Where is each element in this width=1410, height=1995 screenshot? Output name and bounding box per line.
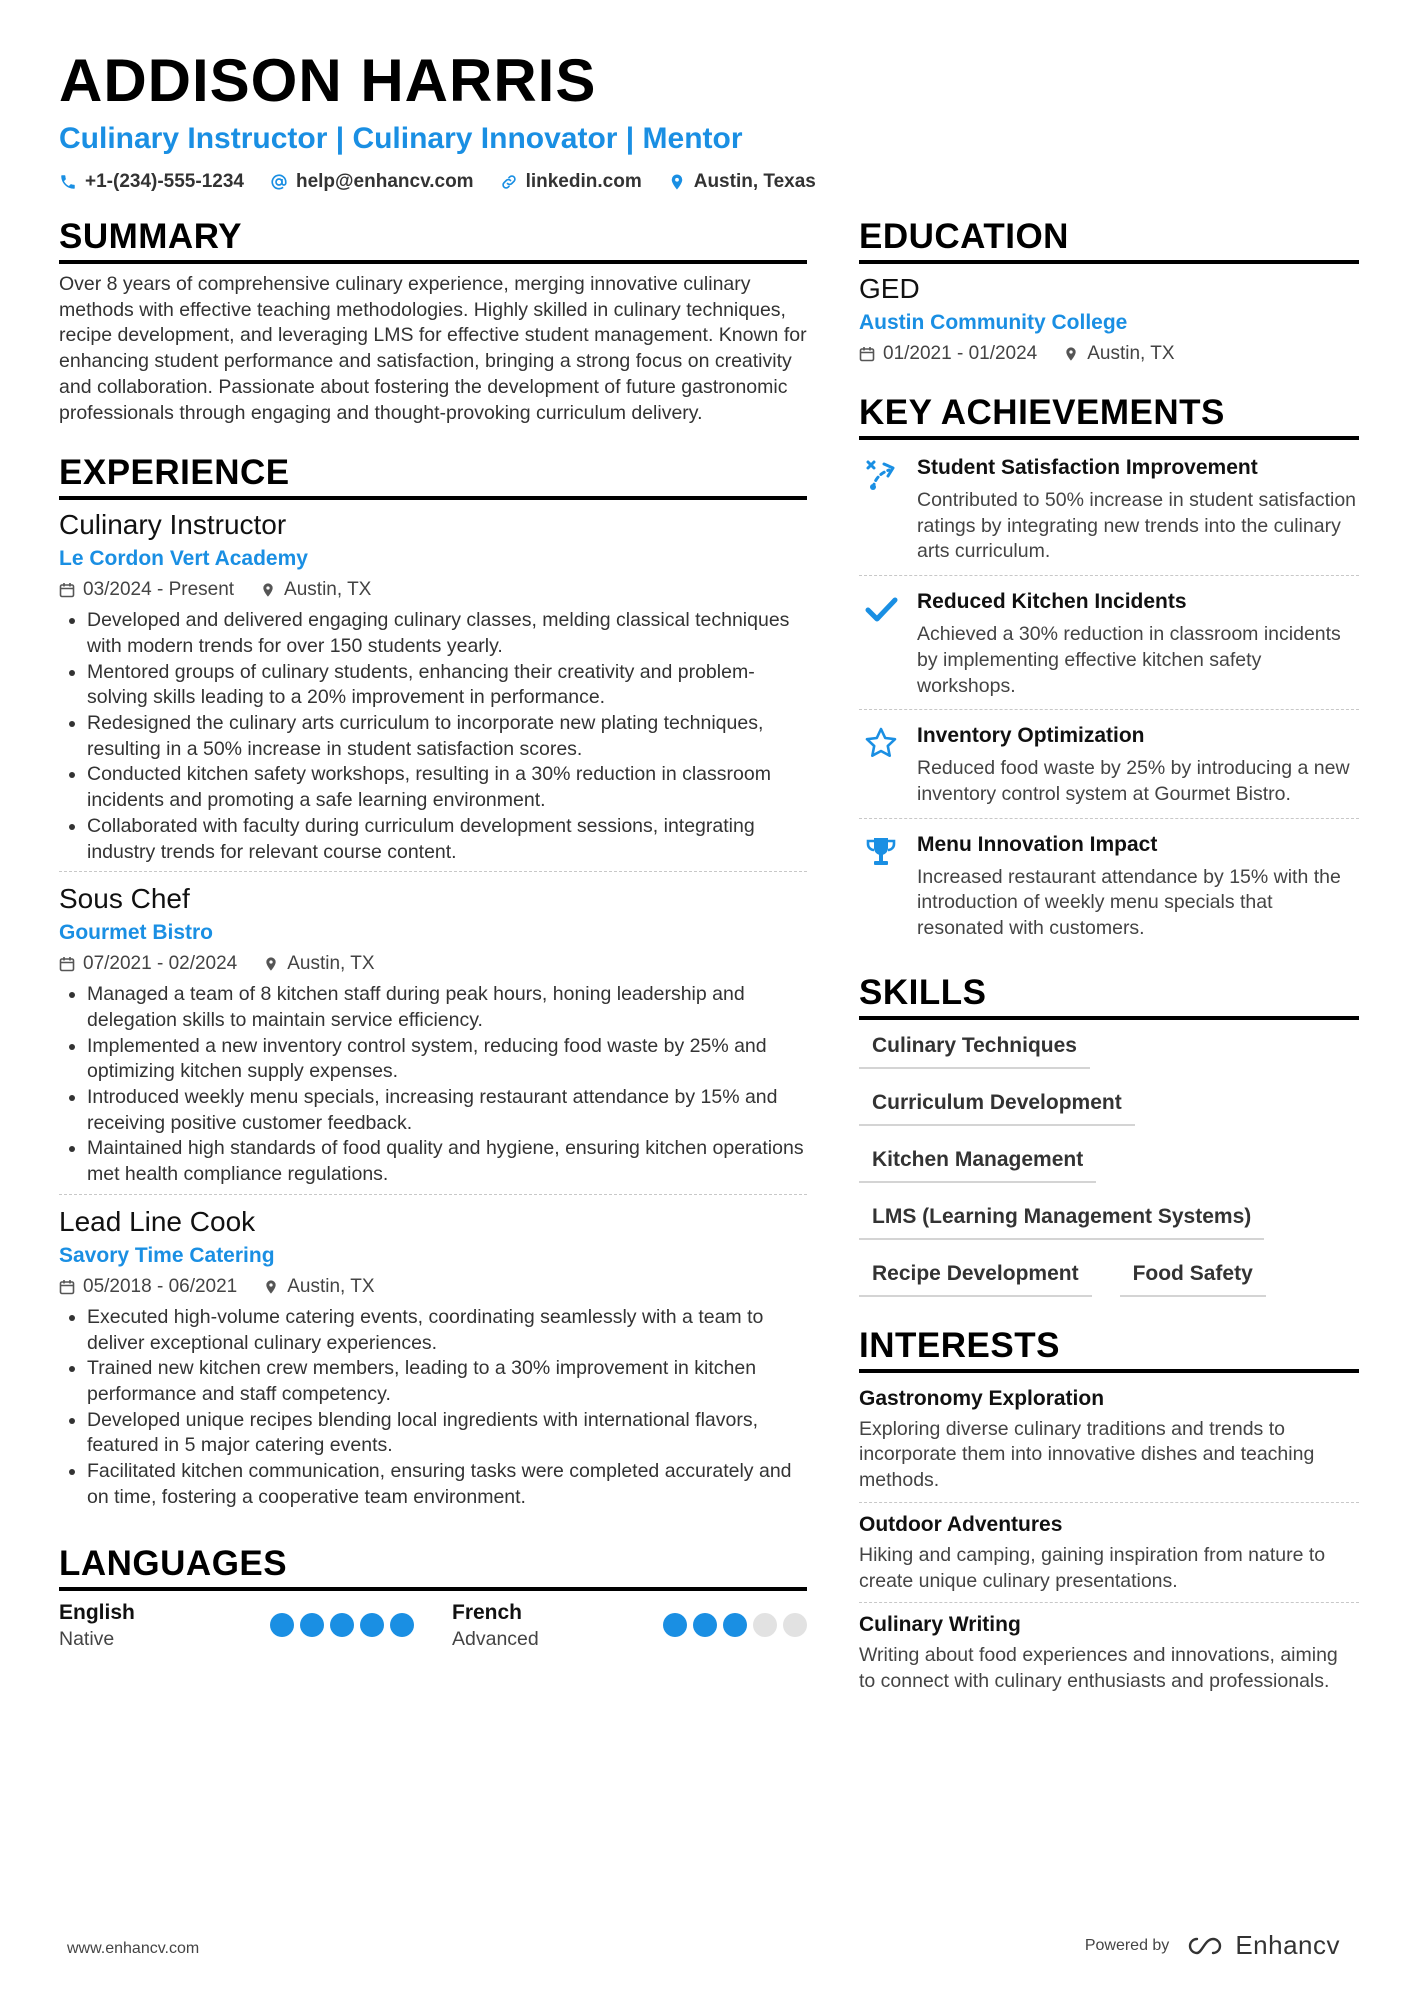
- achievement-body: [917, 454, 1359, 565]
- languages-list: [59, 1599, 807, 1653]
- left-column: [59, 216, 807, 1653]
- achievement-desc: Contributed to 50% increase in student satisfaction ratings by integrating new trends into the culinary arts curriculum.: [917, 489, 1357, 563]
- education-dates-text: 01/2021 - 01/2024: [883, 343, 1038, 364]
- link-icon: [500, 173, 518, 191]
- achievement-icon-wrap: [859, 722, 903, 807]
- language-rating: [663, 1613, 807, 1637]
- linkedin-link[interactable]: linkedin.com: [525, 171, 642, 192]
- job-bullet: • Developed unique recipes blending local ingredients with international flavors, featured in 5 major catering events.: [87, 1408, 807, 1459]
- skill-tag: Kitchen Management: [859, 1144, 1096, 1183]
- rating-dot: [300, 1613, 324, 1637]
- enhancv-logo[interactable]: [1183, 1930, 1340, 1961]
- job-bullet: • Mentored groups of culinary students, enhancing their creativity and problem-solving skills leading to a 20% improvement in performance.: [87, 660, 807, 711]
- language-level: Advanced: [452, 1627, 539, 1650]
- achievements-heading: KEY ACHIEVEMENTS: [859, 392, 1359, 440]
- job-title: Lead Line Cook: [59, 1205, 256, 1237]
- achievement-desc: Achieved a 30% reduction in classroom incidents by implementing effective kitchen safety workshops.: [917, 623, 1341, 697]
- interest-item: [859, 1502, 1359, 1602]
- skills-heading: SKILLS: [859, 972, 1359, 1020]
- job-bullet: • Redesigned the culinary arts curriculum to incorporate new plating techniques, resulting in a 50% increase in student satisfaction scores.: [87, 711, 807, 762]
- job-dates-text: 05/2018 - 06/2021: [83, 1275, 238, 1297]
- job-bullet: • Collaborated with faculty during curriculum development sessions, integrating industry trends for relevant course content.: [87, 814, 807, 865]
- skill-tag: LMS (Learning Management Systems): [859, 1201, 1264, 1240]
- job-location: [263, 1273, 374, 1301]
- job-company: Le Cordon Vert Academy: [59, 547, 308, 571]
- rating-dot: [753, 1613, 777, 1637]
- job-entry: [59, 871, 807, 1194]
- contact-location: [668, 171, 816, 193]
- job-bullet: • Facilitated kitchen communication, ensuring tasks were completed accurately and on time, fostering a cooperative team environment.: [87, 1459, 807, 1510]
- experience-section: [59, 452, 807, 1516]
- education-meta: [859, 340, 1359, 368]
- achievement-title: Menu Innovation Impact: [917, 832, 1158, 856]
- achievement-icon-wrap: [859, 831, 903, 942]
- job-bullets: [59, 982, 807, 1188]
- job-entry: [59, 508, 807, 871]
- interest-title: Gastronomy Exploration: [859, 1386, 1105, 1410]
- achievement-desc: Increased restaurant attendance by 15% with the introduction of weekly menu specials that resonated with customers.: [917, 865, 1341, 940]
- calendar-icon: [59, 1279, 75, 1295]
- job-location: [263, 950, 374, 978]
- education-heading: EDUCATION: [859, 216, 1359, 264]
- education-degree: GED: [859, 273, 920, 304]
- calendar-icon: [59, 582, 75, 598]
- achievement-title: Student Satisfaction Improvement: [917, 456, 1258, 479]
- job-entry: [59, 1194, 807, 1517]
- education-location-text: Austin, TX: [1087, 343, 1175, 364]
- job-location-text: Austin, TX: [287, 1275, 375, 1297]
- interest-item: [859, 1602, 1359, 1702]
- job-bullet: • Developed and delivered engaging culinary classes, melding classical techniques with modern trends for over 150 students yearly.: [87, 608, 807, 659]
- trophy-icon: [864, 835, 898, 869]
- summary-text: Over 8 years of comprehensive culinary experience, merging innovative culinary methods with effective teaching methodologies. Highly skilled in culinary techniques, recipe development, and leveraging LMS for effective student management. Known for enhancing student performance and satisfaction, bringing a strong focus on creativity and collaboration. Passionate about fostering the development of future gastronomic professionals through engaging and thought-provoking curriculum delivery.: [59, 273, 807, 424]
- achievement-body: [917, 831, 1359, 942]
- right-column: [859, 216, 1359, 1703]
- rating-dot: [390, 1613, 414, 1637]
- language-name: English: [59, 1600, 135, 1624]
- job-meta: [59, 950, 807, 978]
- summary-section: [59, 216, 807, 426]
- email-link[interactable]: help@enhancv.com: [295, 171, 474, 192]
- job-company: Gourmet Bistro: [59, 921, 214, 945]
- achievement-icon-wrap: [859, 454, 903, 565]
- phone-text: +1-(234)-555-1234: [85, 171, 244, 192]
- achievement-item: [859, 709, 1359, 817]
- achievement-title: Inventory Optimization: [917, 724, 1145, 748]
- footer-website[interactable]: www.enhancv.com: [67, 1940, 200, 1957]
- job-bullets: [59, 608, 807, 865]
- checkmark-icon: [864, 592, 898, 626]
- rating-dot: [663, 1613, 687, 1637]
- interest-item: [859, 1381, 1359, 1502]
- achievement-desc: Reduced food waste by 25% by introducing a new inventory control system at Gourmet Bistro.: [917, 757, 1350, 805]
- job-location-text: Austin, TX: [287, 953, 375, 975]
- language-item: [452, 1599, 807, 1653]
- location-pin-icon: [260, 582, 276, 598]
- footer-branding: [1085, 1930, 1340, 1961]
- language-name: French: [452, 1600, 523, 1624]
- rating-dot: [723, 1613, 747, 1637]
- calendar-icon: [59, 956, 75, 972]
- skill-tag: Recipe Development: [859, 1258, 1092, 1297]
- education-section: [859, 216, 1359, 368]
- job-bullet: • Conducted kitchen safety workshops, resulting in a 30% reduction in classroom incidents and promoting a safe learning environment.: [87, 762, 807, 813]
- language-info: [452, 1599, 539, 1653]
- calendar-icon: [859, 346, 875, 362]
- candidate-title: Culinary Instructor | Culinary Innovator | Mentor: [59, 122, 743, 155]
- contact-linkedin[interactable]: [500, 171, 642, 193]
- job-meta: [59, 576, 807, 604]
- experience-heading: EXPERIENCE: [59, 452, 807, 500]
- job-bullet: • Managed a team of 8 kitchen staff during peak hours, honing leadership and delegation skills to maintain service efficiency.: [87, 982, 807, 1033]
- job-bullet: • Maintained high standards of food quality and hygiene, ensuring kitchen operations met health compliance regulations.: [87, 1136, 807, 1187]
- achievement-icon-wrap: [859, 588, 903, 699]
- interest-desc: Exploring diverse culinary traditions and trends to incorporate them into innovative dishes and teaching methods.: [859, 1417, 1315, 1492]
- location-text: Austin, Texas: [693, 171, 816, 192]
- interest-title: Outdoor Adventures: [859, 1512, 1063, 1536]
- language-rating: [270, 1613, 414, 1637]
- job-dates-text: 03/2024 - Present: [83, 579, 235, 601]
- job-dates: [59, 576, 234, 604]
- job-bullet: • Implemented a new inventory control system, reducing food waste by 25% and optimizing kitchen supply expenses.: [87, 1034, 807, 1085]
- job-location: [260, 576, 371, 604]
- education-location: [1063, 340, 1174, 368]
- achievement-item: [859, 575, 1359, 709]
- skill-tag: Culinary Techniques: [859, 1030, 1090, 1069]
- job-company: Savory Time Catering: [59, 1243, 275, 1267]
- achievement-body: [917, 722, 1359, 807]
- achievement-item: [859, 448, 1359, 575]
- job-dates-text: 07/2021 - 02/2024: [83, 953, 238, 975]
- interest-desc: Writing about food experiences and innovations, aiming to connect with culinary enthusiasts and professionals.: [859, 1644, 1338, 1692]
- at-icon: [270, 173, 288, 191]
- rating-dot: [270, 1613, 294, 1637]
- interest-desc: Hiking and camping, gaining inspiration from nature to create unique culinary presentations.: [859, 1543, 1326, 1592]
- location-pin-icon: [263, 1279, 279, 1295]
- job-dates: [59, 1273, 237, 1301]
- resume-header: [59, 45, 1359, 193]
- job-title: Sous Chef: [59, 883, 190, 915]
- location-pin-icon: [1063, 346, 1079, 362]
- skill-tag: Food Safety: [1120, 1258, 1266, 1297]
- contact-row: [59, 171, 1359, 193]
- skill-tag: Curriculum Development: [859, 1087, 1135, 1126]
- languages-section: [59, 1543, 807, 1653]
- language-level: Native: [59, 1627, 115, 1650]
- location-pin-icon: [263, 956, 279, 972]
- job-bullet: • Trained new kitchen crew members, leading to a 30% improvement in kitchen performance and staff competency.: [87, 1356, 807, 1407]
- summary-heading: SUMMARY: [59, 216, 807, 264]
- achievement-item: [859, 818, 1359, 952]
- interests-section: [859, 1325, 1359, 1703]
- job-meta: [59, 1273, 807, 1301]
- rating-dot: [783, 1613, 807, 1637]
- job-location-text: Austin, TX: [284, 579, 372, 601]
- rating-dot: [360, 1613, 384, 1637]
- contact-phone: [59, 171, 244, 193]
- language-info: [59, 1599, 135, 1653]
- interest-title: Culinary Writing: [859, 1613, 1021, 1637]
- enhancv-logo-icon: [1183, 1934, 1227, 1958]
- contact-email[interactable]: [270, 171, 474, 193]
- star-icon: [864, 726, 898, 760]
- strategy-icon: [864, 458, 898, 492]
- location-pin-icon: [668, 173, 686, 191]
- achievement-body: [917, 588, 1359, 699]
- phone-icon: [59, 173, 77, 191]
- languages-heading: LANGUAGES: [59, 1543, 807, 1591]
- achievement-title: Reduced Kitchen Incidents: [917, 590, 1187, 614]
- job-bullet: • Introduced weekly menu specials, increasing restaurant attendance by 15% and receiving positive customer feedback.: [87, 1085, 807, 1136]
- job-bullets: [59, 1305, 807, 1511]
- rating-dot: [693, 1613, 717, 1637]
- brand-name: Enhancv: [1235, 1930, 1340, 1960]
- job-title: Culinary Instructor: [59, 509, 287, 541]
- education-school: Austin Community College: [859, 311, 1128, 334]
- rating-dot: [330, 1613, 354, 1637]
- job-bullet: • Executed high-volume catering events, coordinating seamlessly with a team to deliver exceptional culinary experiences.: [87, 1305, 807, 1356]
- candidate-name: ADDISON HARRIS: [59, 47, 597, 114]
- achievements-section: [859, 392, 1359, 952]
- interests-heading: INTERESTS: [859, 1325, 1359, 1373]
- education-dates: [859, 340, 1037, 368]
- powered-by-text: Powered by: [1084, 1936, 1170, 1954]
- job-dates: [59, 950, 237, 978]
- skills-section: [859, 972, 1359, 1297]
- skills-list: [859, 1030, 1359, 1297]
- language-item: [59, 1599, 414, 1653]
